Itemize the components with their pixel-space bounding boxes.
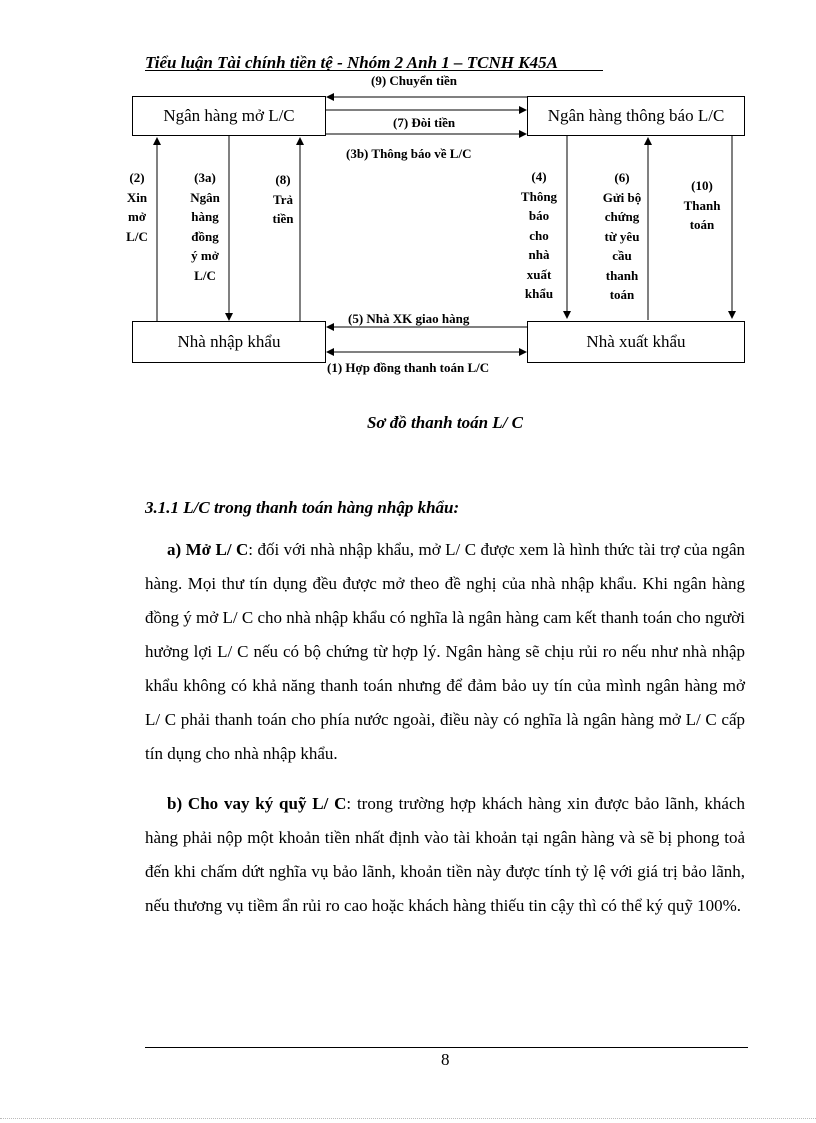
page-bottom-border: [0, 1118, 816, 1119]
label-10: (10) Thanh toán: [683, 178, 721, 232]
paragraph-a-text: : đối với nhà nhập khẩu, mở L/ C được xem là hình thức tài trợ của ngân hàng. Mọi thư tín dụng đều được mở theo đề nghị của nhà nhập khẩu. Khi ngân hàng đồng ý mở L/ C cho nhà nhập khẩu có nghĩa là ngân hàng cam kết thanh toán cho người hưởng lợi L/ C nếu có bộ chứng từ hợp lý. Ngân hàng sẽ chịu rủi ro nếu như nhà nhập khẩu không có khả năng thanh toán nhưng để đảm bảo uy tín của mình ngân hàng mở L/ C phải thanh toán cho phía nước ngoài, điều này có nghĩa là ngân hàng mở L/ C cấp tín dụng cho nhà nhập khẩu.: [145, 540, 745, 763]
diagram-caption: Sơ đồ thanh toán L/ C: [366, 413, 524, 432]
page-number: 8: [441, 1050, 450, 1069]
node-exporter: Nhà xuất khẩu: [527, 321, 745, 363]
footer-rule: [145, 1047, 748, 1048]
paragraph-b-label: b) Cho vay ký quỹ L/ C: [167, 794, 347, 813]
label-7: (7) Đòi tiền: [393, 115, 456, 130]
label-6: (6) Gửi bộ chứng từ yêu cầu thanh toán: [602, 170, 642, 302]
label-8: (8) Trả tiền: [272, 172, 294, 226]
label-4: (4) Thông báo cho nhà xuất khẩu: [520, 169, 558, 301]
label-3b: (3b) Thông báo về L/C: [346, 146, 472, 161]
paragraph-a-label: a) Mở L/ C: [167, 540, 249, 559]
label-3a: (3a) Ngân hàng đồng ý mở L/C: [190, 170, 220, 283]
node-issuing-bank: Ngân hàng mở L/C: [132, 96, 326, 136]
node-importer: Nhà nhập khẩu: [132, 321, 326, 363]
paragraph-b-text: : trong trường hợp khách hàng xin được bảo lãnh, khách hàng phải nộp một khoản tiền nhất định vào tài khoản tại ngân hàng và sẽ bị phong toả đến khi chấm dứt nghĩa vụ bảo lãnh, khoản tiền này được tính tỷ lệ với giá trị bảo lãnh, nếu thương vụ tiềm ẩn rủi ro cao hoặc khách hàng thiếu tin cậy thì có thể ký quỹ 100%.: [145, 794, 745, 915]
paragraph-a: [145, 533, 745, 771]
page-header: Tiểu luận Tài chính tiền tệ - Nhóm 2 Anh 1 – TCNH K45A: [145, 53, 558, 72]
label-2: (2) Xin mở L/C: [126, 170, 148, 244]
paragraph-b: [145, 787, 745, 923]
label-9: (9) Chuyển tiền: [371, 73, 457, 88]
label-5: (5) Nhà XK giao hàng: [348, 311, 470, 326]
label-1: (1) Hợp đồng thanh toán L/C: [327, 360, 490, 375]
section-heading: 3.1.1 L/C trong thanh toán hàng nhập khẩu:: [145, 498, 460, 517]
node-advising-bank: Ngân hàng thông báo L/C: [527, 96, 745, 136]
